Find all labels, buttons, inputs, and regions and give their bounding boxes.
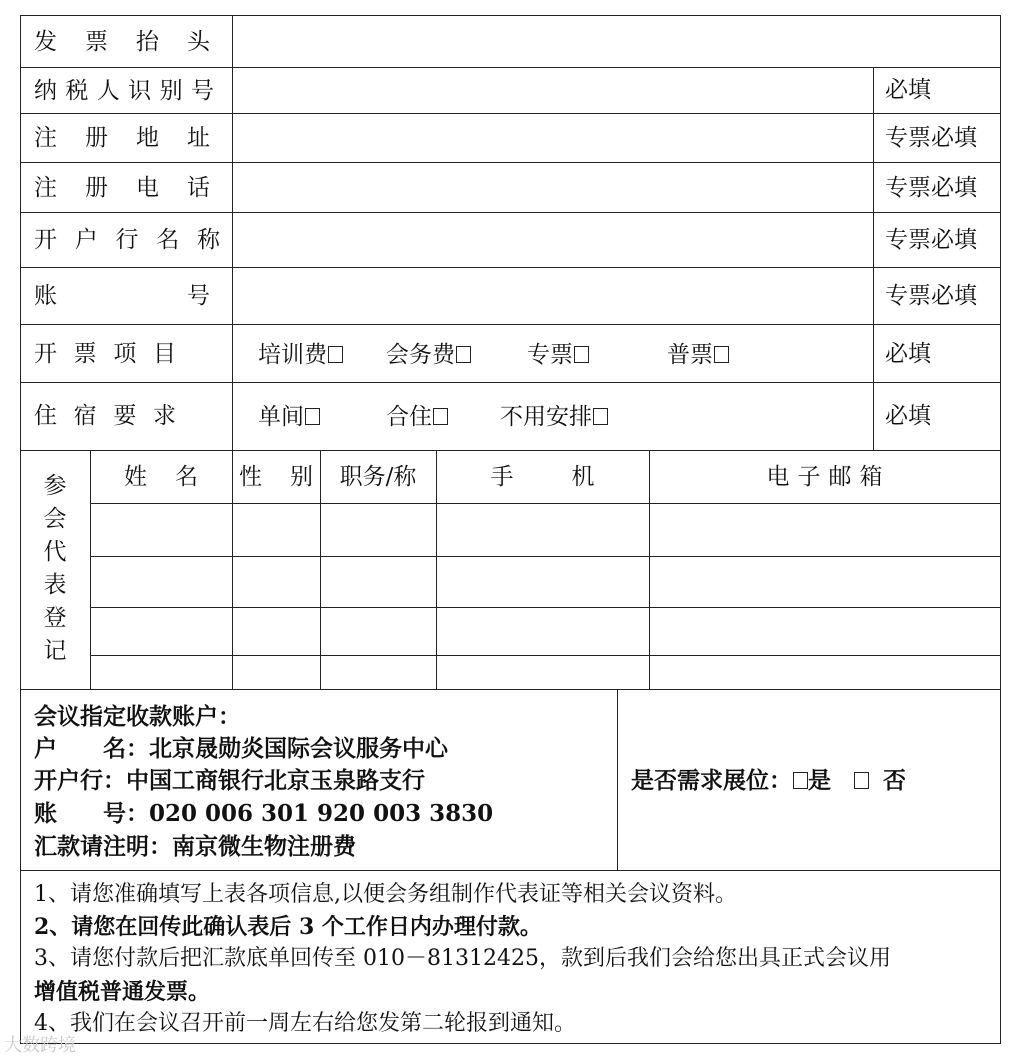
checkbox-icon[interactable] [456, 346, 471, 363]
label-char: 别 [159, 78, 183, 104]
note-line-4: 增值税普通发票。 [34, 979, 211, 1005]
label-char: 地 [136, 125, 159, 151]
label-char: 账 [34, 800, 57, 827]
label-char: 开 [34, 341, 57, 367]
invoice-title-field[interactable] [234, 17, 998, 66]
option-special-invoice[interactable] [527, 342, 589, 368]
remark-value: 南京微生物注册费 [172, 833, 356, 860]
label-char: 号 [190, 78, 214, 104]
label-char: 登 [43, 605, 67, 631]
payment-account-no: 账 号 ：020 006 301 920 003 3830 [34, 800, 494, 827]
label-char: 税 [65, 78, 89, 104]
label-char: 名 [175, 464, 198, 490]
label-char: 头 [187, 29, 210, 55]
label-char: 发 [34, 29, 57, 55]
label-char: 账 [34, 283, 57, 309]
note-registered-address: 专票必填 [885, 125, 977, 151]
booth-question [631, 768, 906, 794]
label-char: 目 [152, 341, 176, 367]
note-lodging: 必填 [885, 403, 931, 429]
booth-yes-label: 是 [808, 767, 831, 794]
label-char: 户 [74, 227, 98, 253]
note-line-2: 2、请您在回传此确认表后 3 个工作日内办理付款。 [34, 914, 542, 940]
option-shared-room[interactable] [386, 404, 448, 430]
label-char: 名 [156, 227, 180, 253]
column-mobile [436, 464, 649, 490]
label-char: 性 [239, 464, 262, 490]
option-label: 普票 [667, 342, 713, 368]
label-lodging [34, 403, 176, 429]
label-account-number [34, 283, 210, 309]
column-title: 职务/称 [339, 464, 417, 490]
note-line-1: 1、请您准确填写上表各项信息,以便会务组制作代表证等相关会议资料。 [34, 882, 737, 907]
label-char: 称 [197, 227, 220, 253]
label-char: 号 [187, 283, 210, 309]
option-no-arrangement[interactable] [500, 404, 608, 430]
account-name-value: 北京晟勋炎国际会议服务中心 [149, 735, 448, 762]
registered-phone-field[interactable] [234, 164, 871, 211]
payment-bank [34, 768, 425, 794]
label-registered-address [34, 125, 210, 151]
label-char: 手 [490, 464, 514, 490]
label-char: 开 [34, 227, 57, 253]
label-char: 要 [113, 403, 137, 429]
label-char: 机 [571, 464, 595, 490]
checkbox-icon[interactable] [714, 346, 729, 363]
label-char: 票 [73, 341, 97, 367]
account-no-label [34, 801, 126, 827]
account-name-label [34, 736, 126, 762]
label-char: 识 [128, 78, 152, 104]
option-label: 会务费 [386, 342, 455, 368]
note-bank-name: 专票必填 [885, 227, 977, 253]
label-char: 箱 [859, 464, 883, 490]
registered-address-field[interactable] [234, 115, 871, 161]
checkbox-icon[interactable] [433, 408, 448, 425]
note-invoice-item: 必填 [885, 341, 931, 367]
booth-question-label: 是否需求展位： [631, 767, 792, 794]
label-char: 求 [152, 403, 176, 429]
label-char: 电 [766, 464, 790, 490]
label-char: 表 [43, 572, 67, 598]
label-char: 行 [115, 227, 139, 253]
label-char: 电 [136, 175, 159, 201]
label-char: 号 [103, 800, 126, 827]
column-name [90, 464, 232, 490]
option-label: 单间 [258, 404, 304, 430]
checkbox-icon[interactable] [854, 772, 869, 789]
bank-label: 开户行： [34, 767, 126, 794]
checkbox-icon[interactable] [305, 408, 320, 425]
remark-label: 汇款请注明： [34, 833, 172, 860]
label-char: 册 [85, 125, 108, 151]
label-char: 邮 [828, 464, 852, 490]
label-char: 子 [797, 464, 821, 490]
payment-title: 会议指定收款账户： [34, 703, 241, 730]
note-registered-phone: 专票必填 [885, 175, 977, 201]
label-char: 住 [34, 403, 57, 429]
note-line-3: 3、请您付款后把汇款底单回传至 010－81312425，款到后我们会给您出具正式会议用 [34, 946, 891, 971]
label-char: 项 [113, 341, 137, 367]
option-single-room[interactable] [258, 404, 320, 430]
checkbox-icon[interactable] [328, 346, 343, 363]
account-number-field[interactable] [234, 269, 871, 323]
label-char: 会 [43, 506, 67, 532]
label-char: 代 [43, 539, 67, 565]
watermark: 大数跨境 [4, 1035, 76, 1056]
label-char: 册 [85, 175, 108, 201]
label-bank-name [34, 227, 220, 253]
label-char: 纳 [34, 78, 57, 104]
label-registered-phone [34, 175, 210, 201]
label-char: 注 [34, 175, 57, 201]
checkbox-icon[interactable] [793, 772, 808, 789]
label-taxpayer-id [34, 78, 214, 104]
payment-remark [34, 834, 356, 860]
label-invoice-item [34, 341, 176, 367]
bank-name-field[interactable] [234, 214, 871, 266]
option-label: 不用安排 [500, 404, 592, 430]
bank-value: 中国工商银行北京玉泉路支行 [126, 767, 425, 794]
note-account-number: 专票必填 [885, 283, 977, 309]
label-char: 别 [290, 464, 313, 490]
column-email [649, 464, 1000, 490]
attendee-side-label [20, 470, 90, 668]
option-label: 专票 [527, 342, 573, 368]
column-gender [232, 464, 320, 490]
option-label: 培训费 [258, 342, 327, 368]
checkbox-icon[interactable] [593, 408, 608, 425]
label-char: 票 [85, 29, 108, 55]
account-no-value: 020 006 301 920 003 3830 [149, 800, 494, 827]
taxpayer-id-field[interactable] [234, 69, 871, 112]
label-invoice-title [34, 29, 210, 55]
note-line-5: 4、我们在会议召开前一周左右给您发第二轮报到通知。 [34, 1011, 576, 1036]
label-char: 话 [187, 175, 210, 201]
checkbox-icon[interactable] [574, 346, 589, 363]
option-label: 合住 [386, 404, 432, 430]
label-char: 参 [43, 473, 67, 499]
option-conference-fee[interactable] [386, 342, 471, 368]
label-char: 姓 [124, 464, 147, 490]
booth-no-label: 否 [883, 767, 906, 794]
label-char: 记 [43, 638, 67, 664]
label-char: 名 [103, 735, 126, 762]
payment-account-name: 户 名 ：北京晟勋炎国际会议服务中心 [34, 735, 448, 762]
label-char: 宿 [73, 403, 97, 429]
label-char: 人 [96, 78, 120, 104]
label-char: 址 [187, 125, 210, 151]
label-char: 户 [34, 735, 57, 762]
label-char: 注 [34, 125, 57, 151]
label-char: 抬 [136, 29, 159, 55]
option-training-fee[interactable] [258, 342, 343, 368]
option-general-invoice[interactable] [667, 342, 729, 368]
note-taxpayer-id: 必填 [885, 77, 931, 103]
